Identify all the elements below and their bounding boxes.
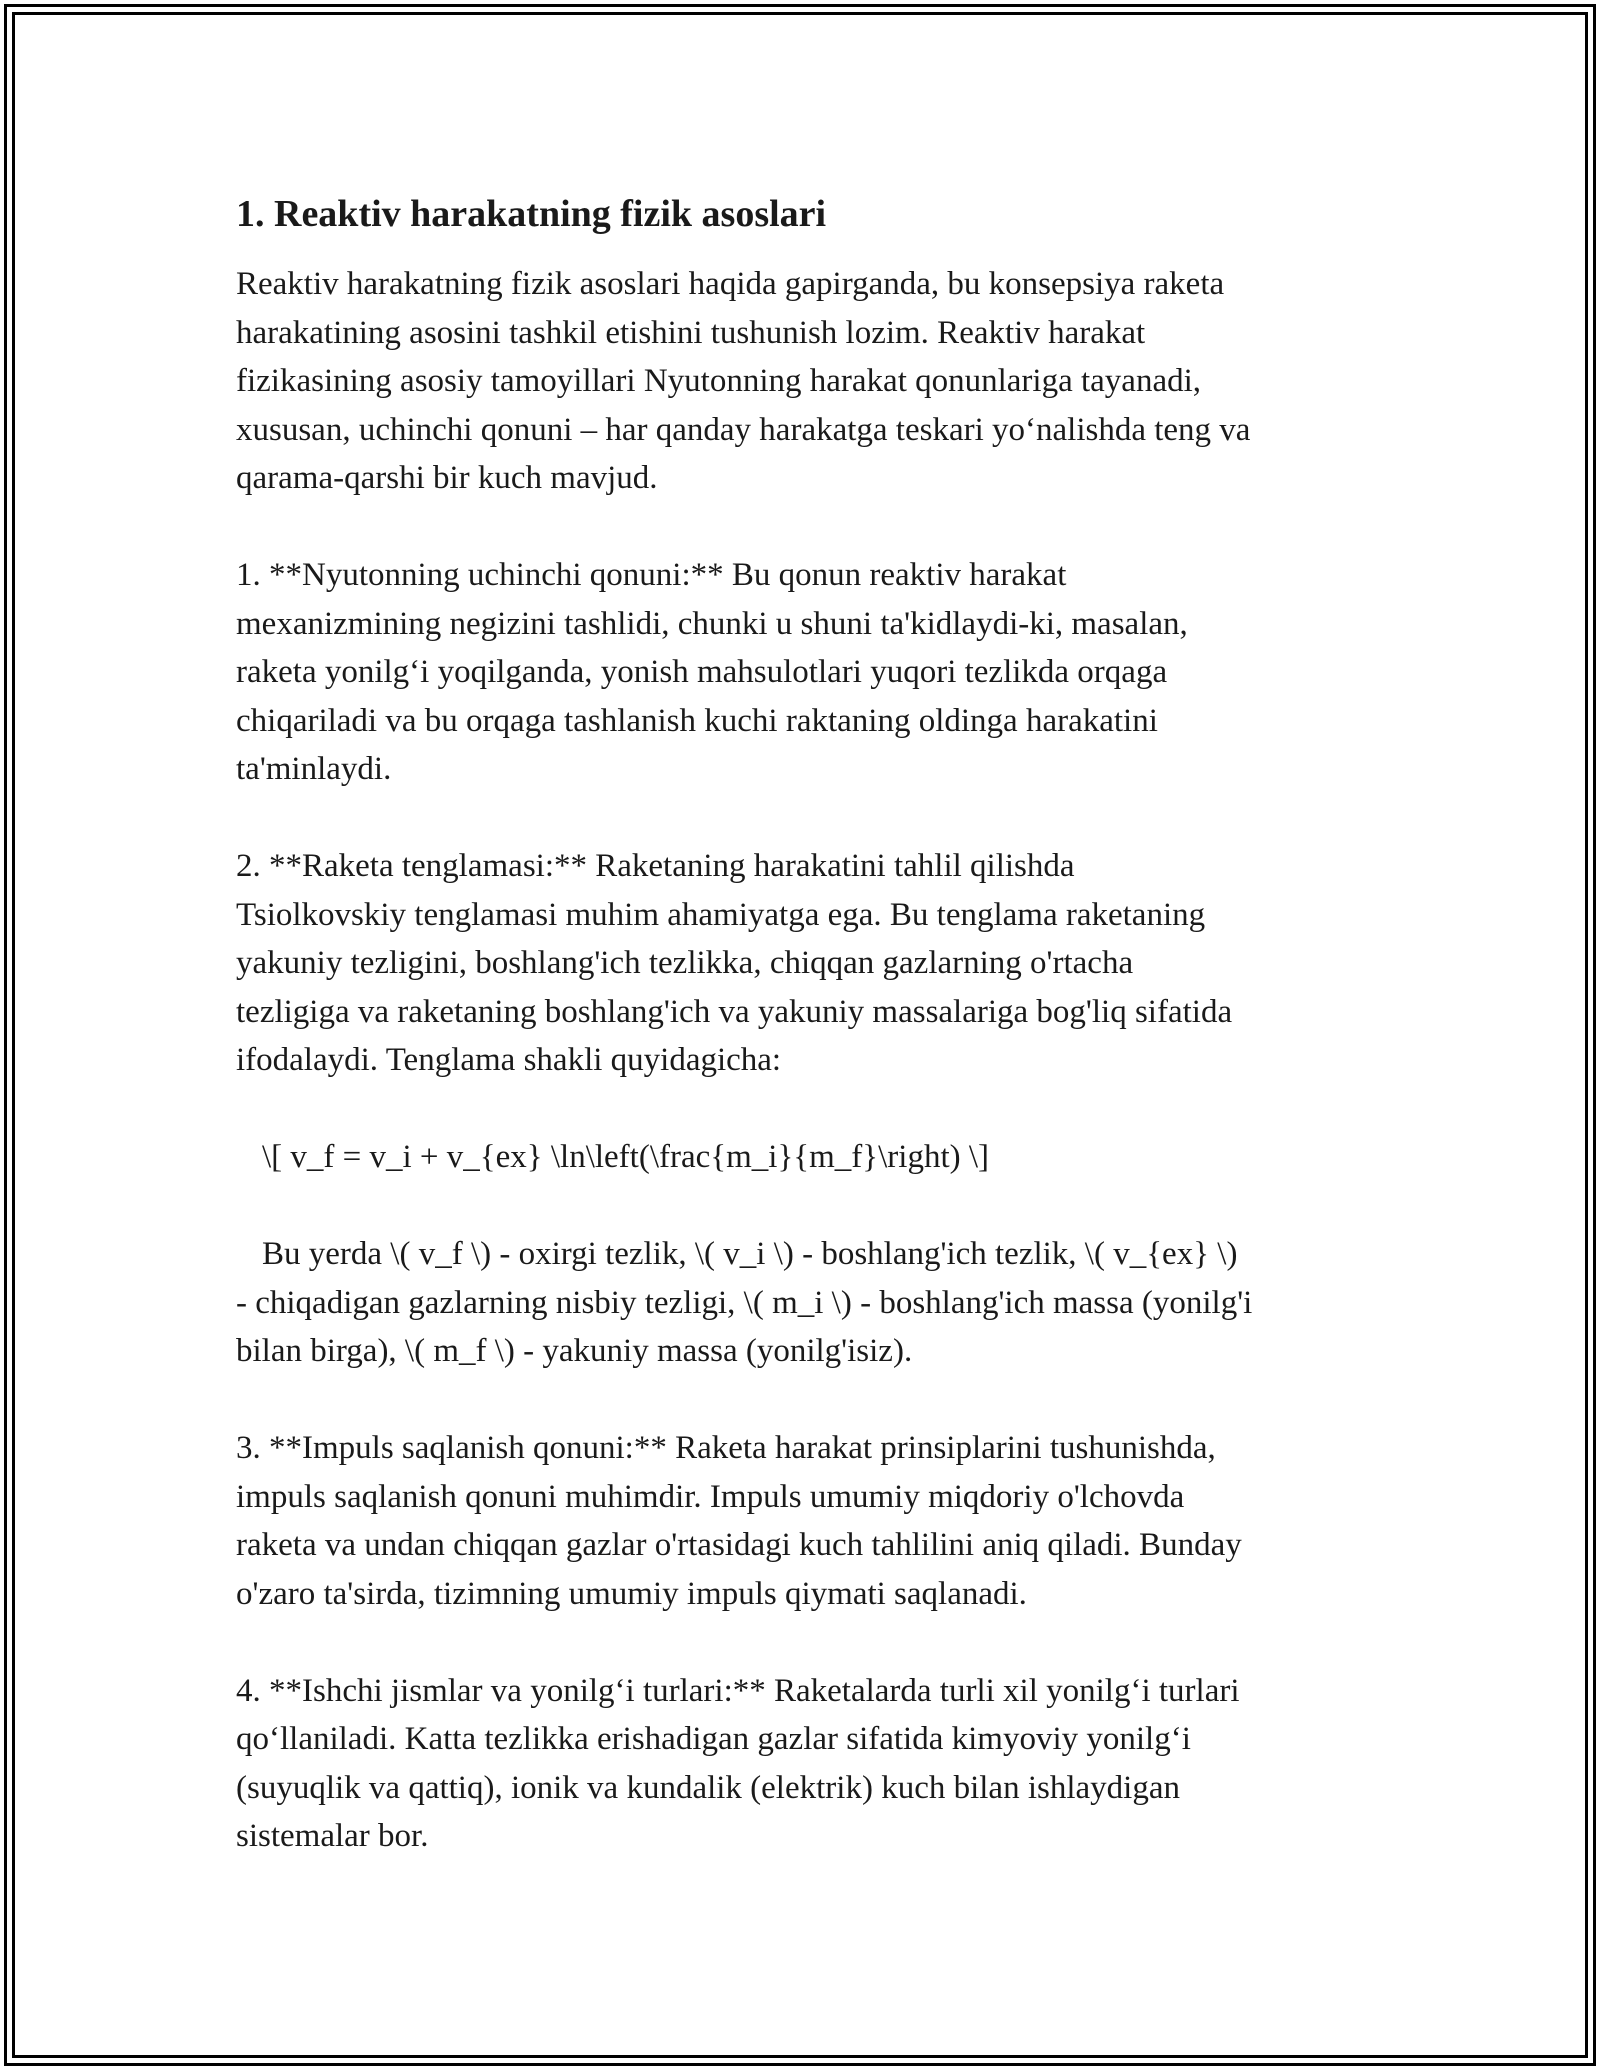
text-line: - chiqadigan gazlarning nisbiy tezligi, \( m_i \) - boshlang'ich massa (yonilg'i xyxy=(236,1284,1253,1321)
list-item-fuel-types xyxy=(236,1667,1386,1861)
text-line: bilan birga), \( m_f \) - yakuniy massa (yonilg'isiz). xyxy=(236,1333,913,1369)
formula-explanation xyxy=(236,1230,1386,1376)
text-line: tezligiga va raketaning boshlang'ich va yakuniy massalariga bog'liq sifatida xyxy=(236,993,1233,1030)
text-line: chiqariladi va bu orqaga tashlanish kuchi raktaning oldinga harakatini xyxy=(236,702,1158,739)
text-line: mexanizmining negizini tashlidi, chunki u shuni ta'kidlaydi-ki, masalan, xyxy=(236,605,1188,642)
list-item-momentum-conservation xyxy=(236,1424,1386,1618)
text-line: (suyuqlik va qattiq), ionik va kundalik (elektrik) kuch bilan ishlaydigan xyxy=(236,1769,1180,1806)
text-line: Tsiolkovskiy tenglamasi muhim ahamiyatga ega. Bu tenglama raketaning xyxy=(236,896,1206,933)
text-line: 2. **Raketa tenglamasi:** Raketaning harakatini tahlil qilishda xyxy=(236,848,1075,884)
text-line: 3. **Impuls saqlanish qonuni:** Raketa harakat prinsiplarini tushunishda, xyxy=(236,1430,1216,1466)
text-line: xususan, uchinchi qonuni – har qanday harakatga teskari yo‘nalishda teng va xyxy=(236,411,1251,448)
text-line: Reaktiv harakatning fizik asoslari haqida gapirganda, bu konsepsiya raketa xyxy=(236,266,1225,302)
text-line: raketa va undan chiqqan gazlar o'rtasidagi kuch tahlilini aniq qiladi. Bunday xyxy=(236,1527,1242,1563)
formula: \[ v_f = v_i + v_{ex} \ln\left(\frac{m_i}{m_f}\right) \] xyxy=(262,1139,990,1175)
text-line: Bu yerda \( v_f \) - oxirgi tezlik, \( v_i \) - boshlang'ich tezlik, \( v_{ex} \) xyxy=(262,1236,1238,1272)
list-item-rocket-equation xyxy=(236,842,1386,1085)
text-line: impuls saqlanish qonuni muhimdir. Impuls umumiy miqdoriy o'lchovda xyxy=(236,1478,1185,1515)
text-line: ta'minlaydi. xyxy=(236,751,392,787)
text-line: sistemalar bor. xyxy=(236,1818,429,1854)
text-line: ifodalaydi. Tenglama shakli quyidagicha: xyxy=(236,1042,782,1078)
intro-paragraph xyxy=(236,260,1386,503)
document-page xyxy=(236,184,1386,1909)
text-line: qarama-qarshi bir kuch mavjud. xyxy=(236,460,658,496)
text-line: raketa yonilg‘i yoqilganda, yonish mahsulotlari yuqori tezlikda orqaga xyxy=(236,654,1168,690)
text-line: o'zaro ta'sirda, tizimning umumiy impuls qiymati saqlanadi. xyxy=(236,1575,1027,1612)
list-item-newton-third-law xyxy=(236,551,1386,794)
text-line: fizikasining asosiy tamoyillari Nyutonning harakat qonunlariga tayanadi, xyxy=(236,363,1202,399)
text-line: harakatining asosini tashkil etishini tushunish lozim. Reaktiv harakat xyxy=(236,314,1146,351)
text-line: 4. **Ishchi jismlar va yonilg‘i turlari:** Raketalarda turli xil yonilg‘i turlari xyxy=(236,1672,1240,1709)
text-line: yakuniy tezligini, boshlang'ich tezlikka, chiqqan gazlarning o'rtacha xyxy=(236,945,1134,981)
text-line: qo‘llaniladi. Katta tezlikka erishadigan gazlar sifatida kimyoviy yonilg‘i xyxy=(236,1721,1191,1757)
text-line: 1. **Nyutonning uchinchi qonuni:** Bu qonun reaktiv harakat xyxy=(236,557,1067,593)
section-heading: 1. Reaktiv harakatning fizik asoslari xyxy=(236,193,827,235)
